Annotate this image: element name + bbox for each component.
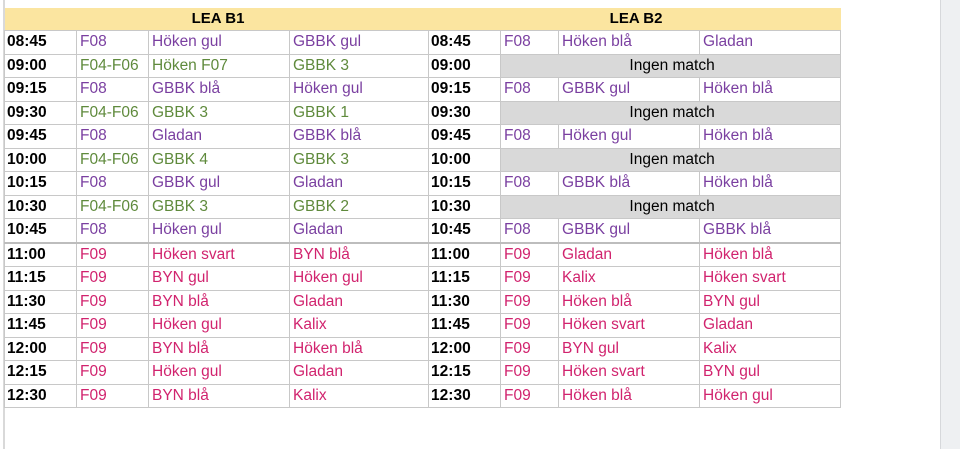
b1-time-cell[interactable]: 11:00 (5, 243, 77, 267)
b2-time-cell[interactable]: 10:45 (429, 219, 501, 243)
b1-away-team-cell[interactable]: GBBK 3 (290, 148, 429, 172)
b2-time-cell[interactable]: 10:15 (429, 172, 501, 196)
b1-time-cell[interactable]: 12:15 (5, 361, 77, 385)
b1-class-cell[interactable]: F04-F06 (77, 148, 149, 172)
b1-home-team-cell[interactable]: Höken svart (149, 243, 290, 267)
b2-class-cell[interactable]: F09 (501, 361, 559, 385)
b1-time-cell[interactable]: 09:45 (5, 125, 77, 149)
b2-no-match-cell[interactable]: Ingen match (501, 101, 841, 125)
b2-away-team-cell[interactable]: BYN gul (700, 290, 841, 314)
b2-away-team-cell[interactable]: Höken svart (700, 267, 841, 291)
b1-time-cell[interactable]: 09:15 (5, 78, 77, 102)
b1-time-cell[interactable]: 10:30 (5, 195, 77, 219)
b2-home-team-cell[interactable]: Höken svart (559, 361, 700, 385)
b2-away-team-cell[interactable]: BYN gul (700, 361, 841, 385)
schedule-table (4, 8, 841, 408)
b2-home-team-cell[interactable]: Höken blå (559, 290, 700, 314)
b1-time-cell[interactable]: 11:45 (5, 314, 77, 338)
b1-time-cell[interactable]: 10:00 (5, 148, 77, 172)
b2-class-cell[interactable]: F09 (501, 384, 559, 408)
b2-away-team-cell[interactable]: Höken blå (700, 243, 841, 267)
b2-class-cell[interactable]: F08 (501, 219, 559, 243)
b2-away-team-cell[interactable]: Kalix (700, 337, 841, 361)
b1-home-team-cell[interactable]: BYN blå (149, 337, 290, 361)
b1-home-team-cell[interactable]: Höken F07 (149, 54, 290, 78)
b1-time-cell[interactable]: 09:30 (5, 101, 77, 125)
b1-home-team-cell[interactable]: BYN gul (149, 267, 290, 291)
b1-class-cell[interactable]: F04-F06 (77, 101, 149, 125)
b2-home-team-cell[interactable]: Höken gul (559, 125, 700, 149)
b2-time-cell[interactable]: 11:45 (429, 314, 501, 338)
b1-away-team-cell[interactable]: Kalix (290, 384, 429, 408)
b1-home-team-cell[interactable]: BYN blå (149, 290, 290, 314)
b1-away-team-cell[interactable]: GBBK gul (290, 31, 429, 55)
b1-class-cell[interactable]: F09 (77, 267, 149, 291)
sheet-right-margin (940, 0, 960, 449)
b1-home-team-cell[interactable]: GBBK blå (149, 78, 290, 102)
b1-class-cell[interactable]: F09 (77, 361, 149, 385)
b2-time-cell[interactable]: 08:45 (429, 31, 501, 55)
b2-time-cell[interactable]: 12:00 (429, 337, 501, 361)
b1-away-team-cell[interactable]: GBBK 1 (290, 101, 429, 125)
b1-away-team-cell[interactable]: Gladan (290, 361, 429, 385)
b2-time-cell[interactable]: 09:45 (429, 125, 501, 149)
b2-time-cell[interactable]: 10:00 (429, 148, 501, 172)
b1-home-team-cell[interactable]: GBBK 3 (149, 101, 290, 125)
b2-time-cell[interactable]: 11:00 (429, 243, 501, 267)
b1-time-cell[interactable]: 09:00 (5, 54, 77, 78)
b1-home-team-cell[interactable]: Gladan (149, 125, 290, 149)
b1-time-cell[interactable]: 12:30 (5, 384, 77, 408)
b2-home-team-cell[interactable]: Höken svart (559, 314, 700, 338)
b2-time-cell[interactable]: 11:15 (429, 267, 501, 291)
b1-away-team-cell[interactable]: Gladan (290, 172, 429, 196)
b2-time-cell[interactable]: 10:30 (429, 195, 501, 219)
schedule-row (5, 125, 841, 149)
b1-class-cell[interactable]: F04-F06 (77, 195, 149, 219)
b1-time-cell[interactable]: 10:15 (5, 172, 77, 196)
b1-home-team-cell[interactable]: BYN blå (149, 384, 290, 408)
b1-home-team-cell[interactable]: Höken gul (149, 31, 290, 55)
schedule-row (5, 78, 841, 102)
b1-away-team-cell[interactable]: Höken gul (290, 78, 429, 102)
b2-away-team-cell[interactable]: Höken blå (700, 78, 841, 102)
b2-away-team-cell[interactable]: Gladan (700, 31, 841, 55)
b1-home-team-cell[interactable]: GBBK 4 (149, 148, 290, 172)
b1-class-cell[interactable]: F08 (77, 125, 149, 149)
b1-time-cell[interactable]: 12:00 (5, 337, 77, 361)
schedule-row (5, 314, 841, 338)
b2-class-cell[interactable]: F09 (501, 337, 559, 361)
b1-time-cell[interactable]: 11:30 (5, 290, 77, 314)
b1-class-cell[interactable]: F09 (77, 384, 149, 408)
b1-away-team-cell[interactable]: BYN blå (290, 243, 429, 267)
b2-time-cell[interactable]: 12:30 (429, 384, 501, 408)
header-row (5, 8, 841, 31)
b2-home-team-cell[interactable]: GBBK blå (559, 172, 700, 196)
b1-time-cell[interactable]: 11:15 (5, 267, 77, 291)
b2-class-cell[interactable]: F09 (501, 267, 559, 291)
b1-home-team-cell[interactable]: Höken gul (149, 314, 290, 338)
b2-home-team-cell[interactable]: Höken blå (559, 31, 700, 55)
schedule-row (5, 195, 841, 219)
b2-away-team-cell[interactable]: GBBK blå (700, 219, 841, 243)
b1-class-cell[interactable]: F04-F06 (77, 54, 149, 78)
b2-no-match-cell[interactable]: Ingen match (501, 54, 841, 78)
schedule-row (5, 101, 841, 125)
b1-class-cell[interactable]: F09 (77, 290, 149, 314)
schedule-row (5, 148, 841, 172)
schedule-row (5, 290, 841, 314)
b2-time-cell[interactable]: 11:30 (429, 290, 501, 314)
schedule-row (5, 384, 841, 408)
b2-away-team-cell[interactable]: Höken blå (700, 172, 841, 196)
b1-class-cell[interactable]: F08 (77, 172, 149, 196)
b2-class-cell[interactable]: F09 (501, 243, 559, 267)
b2-time-cell[interactable]: 12:15 (429, 361, 501, 385)
schedule-row (5, 172, 841, 196)
b2-home-team-cell[interactable]: BYN gul (559, 337, 700, 361)
b2-class-cell[interactable]: F09 (501, 290, 559, 314)
b1-class-cell[interactable]: F08 (77, 78, 149, 102)
sheet-right-edge (940, 0, 941, 449)
b1-class-cell[interactable]: F09 (77, 314, 149, 338)
b1-time-cell[interactable]: 08:45 (5, 31, 77, 55)
b1-class-cell[interactable]: F08 (77, 219, 149, 243)
schedule-row (5, 219, 841, 243)
schedule-row (5, 54, 841, 78)
b1-time-cell[interactable]: 10:45 (5, 219, 77, 243)
b2-class-cell[interactable]: F08 (501, 78, 559, 102)
b1-away-team-cell[interactable]: GBBK 3 (290, 54, 429, 78)
schedule-row (5, 267, 841, 291)
b1-away-team-cell[interactable]: Kalix (290, 314, 429, 338)
b1-class-cell[interactable]: F09 (77, 243, 149, 267)
b2-no-match-cell[interactable]: Ingen match (501, 148, 841, 172)
b1-home-team-cell[interactable]: Höken gul (149, 219, 290, 243)
b1-away-team-cell[interactable]: Höken blå (290, 337, 429, 361)
b2-class-cell[interactable]: F08 (501, 125, 559, 149)
b2-no-match-cell[interactable]: Ingen match (501, 195, 841, 219)
b2-class-cell[interactable]: F08 (501, 172, 559, 196)
schedule-row (5, 31, 841, 55)
b1-away-team-cell[interactable]: Höken gul (290, 267, 429, 291)
b2-home-team-cell[interactable]: GBBK gul (559, 219, 700, 243)
b2-time-cell[interactable]: 09:30 (429, 101, 501, 125)
schedule-row (5, 361, 841, 385)
b2-class-cell[interactable]: F08 (501, 31, 559, 55)
b2-away-team-cell[interactable]: Höken blå (700, 125, 841, 149)
b1-away-team-cell[interactable]: Gladan (290, 219, 429, 243)
header-lea-b1: LEA B1 (5, 8, 429, 31)
schedule-row (5, 337, 841, 361)
b2-away-team-cell[interactable]: Höken gul (700, 384, 841, 408)
b2-time-cell[interactable]: 09:00 (429, 54, 501, 78)
b2-home-team-cell[interactable]: Höken blå (559, 384, 700, 408)
b2-home-team-cell[interactable]: Gladan (559, 243, 700, 267)
b2-home-team-cell[interactable]: Kalix (559, 267, 700, 291)
b1-home-team-cell[interactable]: GBBK 3 (149, 195, 290, 219)
b1-away-team-cell[interactable]: Gladan (290, 290, 429, 314)
header-lea-b2: LEA B2 (429, 8, 841, 31)
b2-time-cell[interactable]: 09:15 (429, 78, 501, 102)
b1-away-team-cell[interactable]: GBBK 2 (290, 195, 429, 219)
b1-home-team-cell[interactable]: Höken gul (149, 361, 290, 385)
b2-class-cell[interactable]: F09 (501, 314, 559, 338)
b1-class-cell[interactable]: F09 (77, 337, 149, 361)
schedule-row (5, 243, 841, 267)
b2-home-team-cell[interactable]: GBBK gul (559, 78, 700, 102)
b1-class-cell[interactable]: F08 (77, 31, 149, 55)
b1-away-team-cell[interactable]: GBBK blå (290, 125, 429, 149)
b1-home-team-cell[interactable]: GBBK gul (149, 172, 290, 196)
b2-away-team-cell[interactable]: Gladan (700, 314, 841, 338)
